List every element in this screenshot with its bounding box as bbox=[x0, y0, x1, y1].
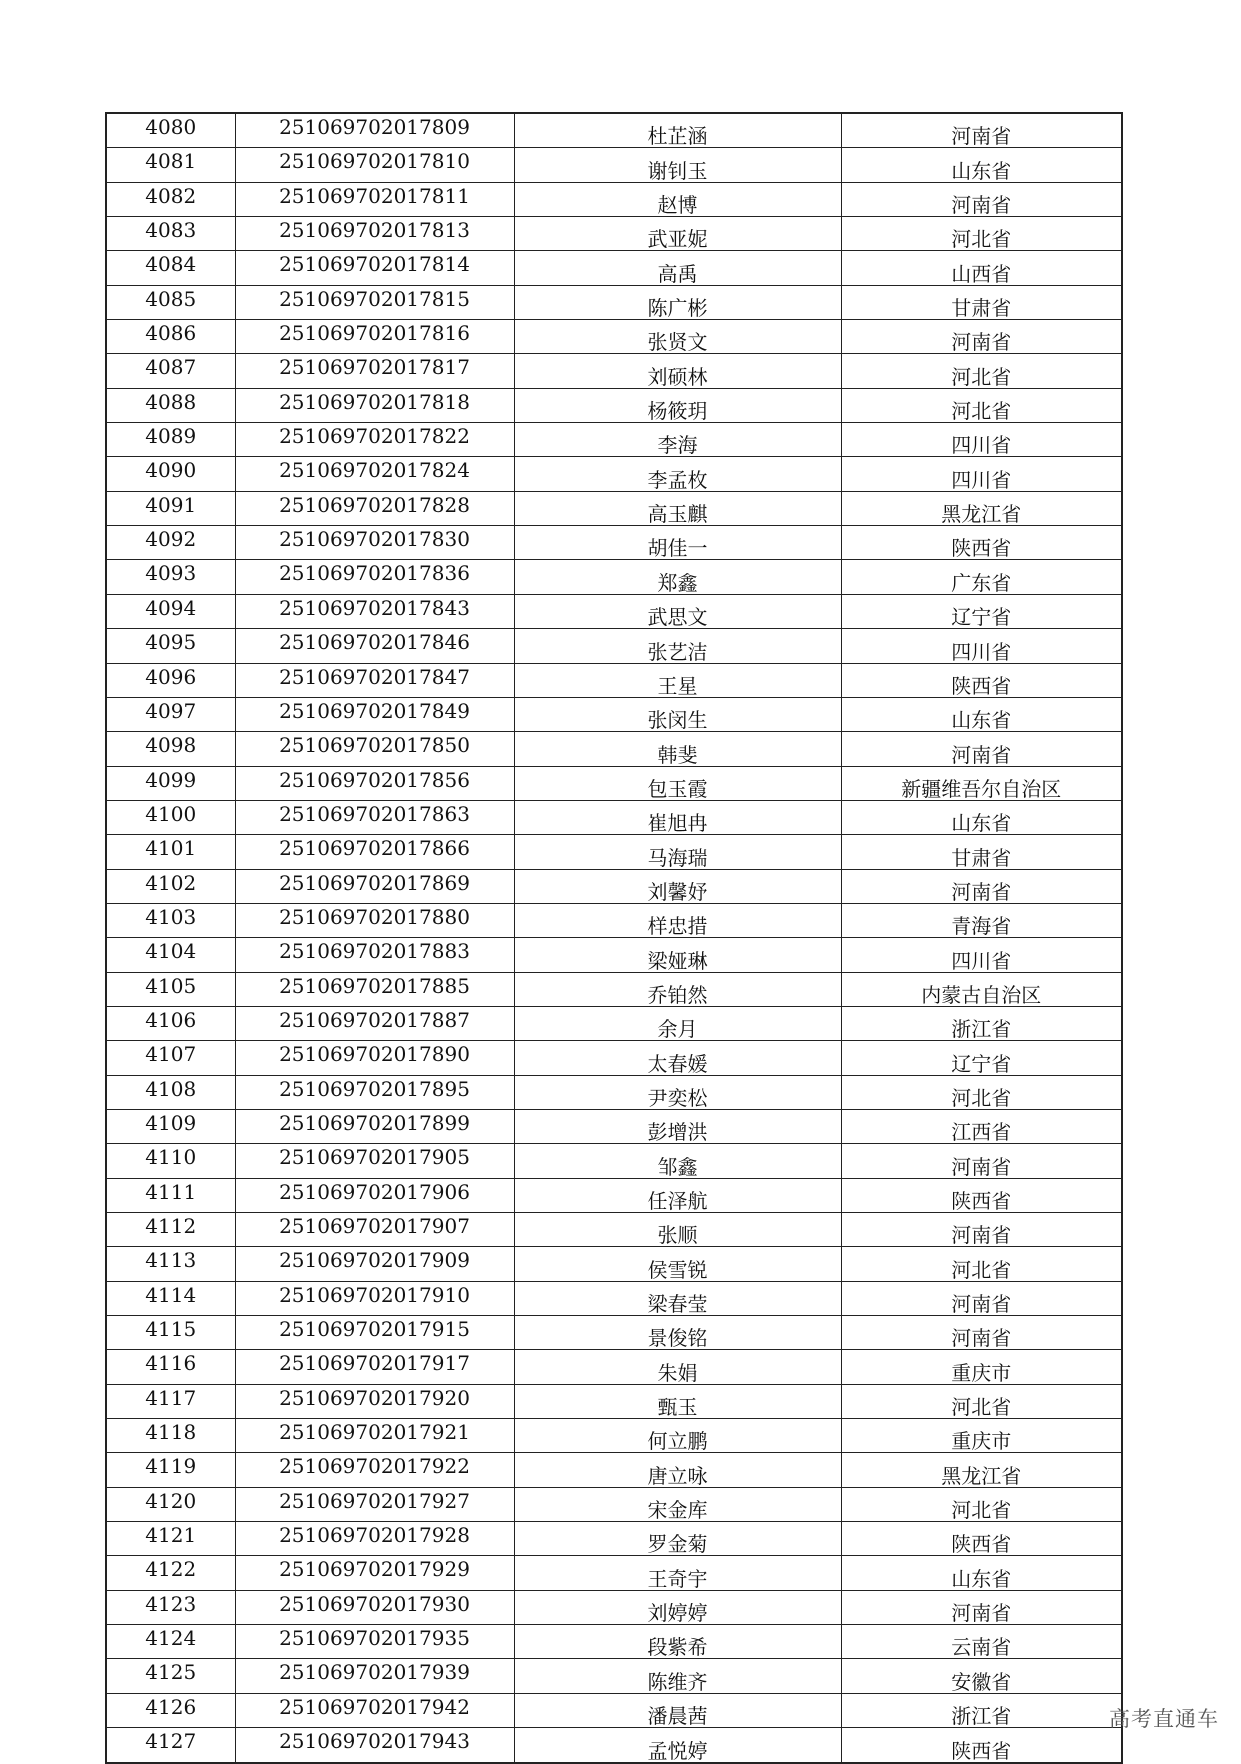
seq-cell: 4087 bbox=[106, 354, 235, 388]
seq-cell: 4095 bbox=[106, 629, 235, 663]
province-cell: 陕西省 bbox=[841, 1178, 1122, 1212]
name-cell: 李孟枚 bbox=[514, 457, 841, 491]
seq-cell: 4101 bbox=[106, 835, 235, 869]
table-row bbox=[106, 113, 1122, 148]
province-cell: 陕西省 bbox=[841, 1522, 1122, 1556]
province-cell: 河北省 bbox=[841, 1247, 1122, 1281]
exam-id-cell: 251069702017847 bbox=[235, 663, 514, 697]
table-row bbox=[106, 938, 1122, 972]
seq-cell: 4090 bbox=[106, 457, 235, 491]
province-cell: 浙江省 bbox=[841, 1006, 1122, 1040]
province-cell: 河南省 bbox=[841, 1281, 1122, 1315]
province-cell: 广东省 bbox=[841, 560, 1122, 594]
seq-cell: 4118 bbox=[106, 1419, 235, 1453]
province-cell: 河北省 bbox=[841, 1487, 1122, 1521]
name-cell: 孟悦婷 bbox=[514, 1728, 841, 1763]
province-cell: 河北省 bbox=[841, 217, 1122, 251]
seq-cell: 4115 bbox=[106, 1316, 235, 1350]
province-cell: 河北省 bbox=[841, 354, 1122, 388]
exam-id-cell: 251069702017856 bbox=[235, 766, 514, 800]
table-row bbox=[106, 972, 1122, 1006]
province-cell: 河南省 bbox=[841, 1213, 1122, 1247]
name-cell: 唐立咏 bbox=[514, 1453, 841, 1487]
province-cell: 新疆维吾尔自治区 bbox=[841, 766, 1122, 800]
seq-cell: 4114 bbox=[106, 1281, 235, 1315]
seq-cell: 4102 bbox=[106, 869, 235, 903]
table-row bbox=[106, 354, 1122, 388]
province-cell: 重庆市 bbox=[841, 1419, 1122, 1453]
exam-id-cell: 251069702017890 bbox=[235, 1041, 514, 1075]
roster-body bbox=[106, 113, 1122, 1763]
exam-id-cell: 251069702017811 bbox=[235, 182, 514, 216]
seq-cell: 4103 bbox=[106, 903, 235, 937]
exam-id-cell: 251069702017930 bbox=[235, 1590, 514, 1624]
province-cell: 四川省 bbox=[841, 423, 1122, 457]
province-cell: 山东省 bbox=[841, 1556, 1122, 1590]
seq-cell: 4125 bbox=[106, 1659, 235, 1693]
table-row bbox=[106, 1247, 1122, 1281]
seq-cell: 4108 bbox=[106, 1075, 235, 1109]
name-cell: 甄玉 bbox=[514, 1384, 841, 1418]
table-row bbox=[106, 800, 1122, 834]
province-cell: 甘肃省 bbox=[841, 285, 1122, 319]
table-row bbox=[106, 1590, 1122, 1624]
exam-id-cell: 251069702017887 bbox=[235, 1006, 514, 1040]
province-cell: 河南省 bbox=[841, 320, 1122, 354]
name-cell: 太春媛 bbox=[514, 1041, 841, 1075]
province-cell: 青海省 bbox=[841, 903, 1122, 937]
province-cell: 辽宁省 bbox=[841, 1041, 1122, 1075]
exam-id-cell: 251069702017921 bbox=[235, 1419, 514, 1453]
name-cell: 陈广彬 bbox=[514, 285, 841, 319]
seq-cell: 4081 bbox=[106, 148, 235, 182]
exam-id-cell: 251069702017824 bbox=[235, 457, 514, 491]
exam-id-cell: 251069702017885 bbox=[235, 972, 514, 1006]
name-cell: 杨筱玥 bbox=[514, 388, 841, 422]
exam-id-cell: 251069702017846 bbox=[235, 629, 514, 663]
table-row bbox=[106, 1281, 1122, 1315]
seq-cell: 4110 bbox=[106, 1144, 235, 1178]
province-cell: 河南省 bbox=[841, 113, 1122, 148]
table-row bbox=[106, 732, 1122, 766]
name-cell: 陈维齐 bbox=[514, 1659, 841, 1693]
exam-id-cell: 251069702017935 bbox=[235, 1625, 514, 1659]
seq-cell: 4104 bbox=[106, 938, 235, 972]
name-cell: 罗金菊 bbox=[514, 1522, 841, 1556]
province-cell: 黑龙江省 bbox=[841, 1453, 1122, 1487]
exam-id-cell: 251069702017943 bbox=[235, 1728, 514, 1763]
seq-cell: 4092 bbox=[106, 526, 235, 560]
table-row bbox=[106, 697, 1122, 731]
province-cell: 陕西省 bbox=[841, 1728, 1122, 1763]
table-row bbox=[106, 217, 1122, 251]
table-row bbox=[106, 1728, 1122, 1763]
seq-cell: 4106 bbox=[106, 1006, 235, 1040]
seq-cell: 4088 bbox=[106, 388, 235, 422]
exam-id-cell: 251069702017909 bbox=[235, 1247, 514, 1281]
exam-id-cell: 251069702017895 bbox=[235, 1075, 514, 1109]
province-cell: 四川省 bbox=[841, 457, 1122, 491]
province-cell: 河北省 bbox=[841, 1384, 1122, 1418]
seq-cell: 4126 bbox=[106, 1693, 235, 1727]
province-cell: 山东省 bbox=[841, 148, 1122, 182]
exam-id-cell: 251069702017915 bbox=[235, 1316, 514, 1350]
exam-id-cell: 251069702017809 bbox=[235, 113, 514, 148]
name-cell: 王奇宇 bbox=[514, 1556, 841, 1590]
province-cell: 云南省 bbox=[841, 1625, 1122, 1659]
name-cell: 高禹 bbox=[514, 251, 841, 285]
seq-cell: 4119 bbox=[106, 1453, 235, 1487]
name-cell: 乔铂然 bbox=[514, 972, 841, 1006]
table-row bbox=[106, 560, 1122, 594]
name-cell: 张贤文 bbox=[514, 320, 841, 354]
seq-cell: 4109 bbox=[106, 1109, 235, 1143]
seq-cell: 4084 bbox=[106, 251, 235, 285]
name-cell: 韩斐 bbox=[514, 732, 841, 766]
table-row bbox=[106, 1041, 1122, 1075]
table-row bbox=[106, 1556, 1122, 1590]
name-cell: 李海 bbox=[514, 423, 841, 457]
seq-cell: 4089 bbox=[106, 423, 235, 457]
province-cell: 重庆市 bbox=[841, 1350, 1122, 1384]
name-cell: 谢钊玉 bbox=[514, 148, 841, 182]
exam-id-cell: 251069702017843 bbox=[235, 594, 514, 628]
province-cell: 内蒙古自治区 bbox=[841, 972, 1122, 1006]
table-row bbox=[106, 388, 1122, 422]
seq-cell: 4080 bbox=[106, 113, 235, 148]
name-cell: 彭增洪 bbox=[514, 1109, 841, 1143]
seq-cell: 4121 bbox=[106, 1522, 235, 1556]
exam-id-cell: 251069702017850 bbox=[235, 732, 514, 766]
table-row bbox=[106, 869, 1122, 903]
province-cell: 陕西省 bbox=[841, 663, 1122, 697]
exam-id-cell: 251069702017899 bbox=[235, 1109, 514, 1143]
exam-id-cell: 251069702017880 bbox=[235, 903, 514, 937]
name-cell: 段紫希 bbox=[514, 1625, 841, 1659]
name-cell: 赵博 bbox=[514, 182, 841, 216]
province-cell: 陕西省 bbox=[841, 526, 1122, 560]
table-row bbox=[106, 594, 1122, 628]
seq-cell: 4120 bbox=[106, 1487, 235, 1521]
table-row bbox=[106, 491, 1122, 525]
table-row bbox=[106, 285, 1122, 319]
exam-id-cell: 251069702017907 bbox=[235, 1213, 514, 1247]
table-row bbox=[106, 526, 1122, 560]
seq-cell: 4098 bbox=[106, 732, 235, 766]
seq-cell: 4099 bbox=[106, 766, 235, 800]
name-cell: 朱娟 bbox=[514, 1350, 841, 1384]
name-cell: 郑鑫 bbox=[514, 560, 841, 594]
exam-id-cell: 251069702017815 bbox=[235, 285, 514, 319]
exam-id-cell: 251069702017927 bbox=[235, 1487, 514, 1521]
name-cell: 样忠措 bbox=[514, 903, 841, 937]
table-row bbox=[106, 1693, 1122, 1727]
province-cell: 河北省 bbox=[841, 1075, 1122, 1109]
table-row bbox=[106, 1213, 1122, 1247]
province-cell: 河南省 bbox=[841, 1316, 1122, 1350]
exam-id-cell: 251069702017816 bbox=[235, 320, 514, 354]
province-cell: 山东省 bbox=[841, 697, 1122, 731]
table-row bbox=[106, 320, 1122, 354]
name-cell: 包玉霞 bbox=[514, 766, 841, 800]
exam-id-cell: 251069702017818 bbox=[235, 388, 514, 422]
roster-table bbox=[105, 112, 1123, 1764]
name-cell: 张顺 bbox=[514, 1213, 841, 1247]
province-cell: 江西省 bbox=[841, 1109, 1122, 1143]
name-cell: 崔旭冉 bbox=[514, 800, 841, 834]
table-row bbox=[106, 1522, 1122, 1556]
table-row bbox=[106, 251, 1122, 285]
seq-cell: 4124 bbox=[106, 1625, 235, 1659]
seq-cell: 4122 bbox=[106, 1556, 235, 1590]
seq-cell: 4105 bbox=[106, 972, 235, 1006]
seq-cell: 4127 bbox=[106, 1728, 235, 1763]
table-row bbox=[106, 1006, 1122, 1040]
province-cell: 河南省 bbox=[841, 1144, 1122, 1178]
name-cell: 余月 bbox=[514, 1006, 841, 1040]
name-cell: 潘晨茜 bbox=[514, 1693, 841, 1727]
seq-cell: 4082 bbox=[106, 182, 235, 216]
seq-cell: 4123 bbox=[106, 1590, 235, 1624]
exam-id-cell: 251069702017922 bbox=[235, 1453, 514, 1487]
table-row bbox=[106, 663, 1122, 697]
seq-cell: 4096 bbox=[106, 663, 235, 697]
seq-cell: 4091 bbox=[106, 491, 235, 525]
exam-id-cell: 251069702017910 bbox=[235, 1281, 514, 1315]
seq-cell: 4083 bbox=[106, 217, 235, 251]
name-cell: 刘馨妤 bbox=[514, 869, 841, 903]
table-row bbox=[106, 1659, 1122, 1693]
exam-id-cell: 251069702017810 bbox=[235, 148, 514, 182]
seq-cell: 4107 bbox=[106, 1041, 235, 1075]
name-cell: 景俊铭 bbox=[514, 1316, 841, 1350]
exam-id-cell: 251069702017939 bbox=[235, 1659, 514, 1693]
name-cell: 胡佳一 bbox=[514, 526, 841, 560]
seq-cell: 4094 bbox=[106, 594, 235, 628]
name-cell: 高玉麒 bbox=[514, 491, 841, 525]
exam-id-cell: 251069702017928 bbox=[235, 1522, 514, 1556]
seq-cell: 4086 bbox=[106, 320, 235, 354]
province-cell: 河南省 bbox=[841, 1590, 1122, 1624]
seq-cell: 4112 bbox=[106, 1213, 235, 1247]
name-cell: 武亚妮 bbox=[514, 217, 841, 251]
seq-cell: 4100 bbox=[106, 800, 235, 834]
province-cell: 甘肃省 bbox=[841, 835, 1122, 869]
table-row bbox=[106, 1453, 1122, 1487]
name-cell: 何立鹏 bbox=[514, 1419, 841, 1453]
exam-id-cell: 251069702017849 bbox=[235, 697, 514, 731]
exam-id-cell: 251069702017869 bbox=[235, 869, 514, 903]
exam-id-cell: 251069702017920 bbox=[235, 1384, 514, 1418]
seq-cell: 4093 bbox=[106, 560, 235, 594]
table-row bbox=[106, 1350, 1122, 1384]
table-row bbox=[106, 423, 1122, 457]
exam-id-cell: 251069702017905 bbox=[235, 1144, 514, 1178]
exam-id-cell: 251069702017929 bbox=[235, 1556, 514, 1590]
name-cell: 刘硕林 bbox=[514, 354, 841, 388]
name-cell: 张艺洁 bbox=[514, 629, 841, 663]
table-row bbox=[106, 1316, 1122, 1350]
province-cell: 黑龙江省 bbox=[841, 491, 1122, 525]
table-row bbox=[106, 629, 1122, 663]
name-cell: 刘婷婷 bbox=[514, 1590, 841, 1624]
exam-id-cell: 251069702017822 bbox=[235, 423, 514, 457]
exam-id-cell: 251069702017817 bbox=[235, 354, 514, 388]
province-cell: 河北省 bbox=[841, 388, 1122, 422]
province-cell: 河南省 bbox=[841, 869, 1122, 903]
province-cell: 浙江省 bbox=[841, 1693, 1122, 1727]
table-row bbox=[106, 148, 1122, 182]
table-row bbox=[106, 903, 1122, 937]
exam-id-cell: 251069702017917 bbox=[235, 1350, 514, 1384]
exam-id-cell: 251069702017836 bbox=[235, 560, 514, 594]
name-cell: 梁春莹 bbox=[514, 1281, 841, 1315]
province-cell: 安徽省 bbox=[841, 1659, 1122, 1693]
province-cell: 河南省 bbox=[841, 182, 1122, 216]
table-row bbox=[106, 1487, 1122, 1521]
table-row bbox=[106, 457, 1122, 491]
table-row bbox=[106, 182, 1122, 216]
name-cell: 杜芷涵 bbox=[514, 113, 841, 148]
province-cell: 辽宁省 bbox=[841, 594, 1122, 628]
table-row bbox=[106, 766, 1122, 800]
exam-id-cell: 251069702017828 bbox=[235, 491, 514, 525]
seq-cell: 4111 bbox=[106, 1178, 235, 1212]
name-cell: 宋金库 bbox=[514, 1487, 841, 1521]
province-cell: 四川省 bbox=[841, 629, 1122, 663]
table-row bbox=[106, 1075, 1122, 1109]
seq-cell: 4113 bbox=[106, 1247, 235, 1281]
exam-id-cell: 251069702017863 bbox=[235, 800, 514, 834]
name-cell: 邹鑫 bbox=[514, 1144, 841, 1178]
name-cell: 侯雪锐 bbox=[514, 1247, 841, 1281]
exam-id-cell: 251069702017830 bbox=[235, 526, 514, 560]
table-row bbox=[106, 1144, 1122, 1178]
watermark-text: 高考直通车 bbox=[1109, 1707, 1219, 1731]
seq-cell: 4116 bbox=[106, 1350, 235, 1384]
table-row bbox=[106, 835, 1122, 869]
exam-id-cell: 251069702017883 bbox=[235, 938, 514, 972]
exam-id-cell: 251069702017813 bbox=[235, 217, 514, 251]
province-cell: 四川省 bbox=[841, 938, 1122, 972]
exam-id-cell: 251069702017906 bbox=[235, 1178, 514, 1212]
table-row bbox=[106, 1419, 1122, 1453]
name-cell: 王星 bbox=[514, 663, 841, 697]
exam-id-cell: 251069702017942 bbox=[235, 1693, 514, 1727]
province-cell: 山西省 bbox=[841, 251, 1122, 285]
table-row bbox=[106, 1178, 1122, 1212]
seq-cell: 4097 bbox=[106, 697, 235, 731]
province-cell: 山东省 bbox=[841, 800, 1122, 834]
table-row bbox=[106, 1384, 1122, 1418]
province-cell: 河南省 bbox=[841, 732, 1122, 766]
name-cell: 马海瑞 bbox=[514, 835, 841, 869]
name-cell: 张闵生 bbox=[514, 697, 841, 731]
name-cell: 武思文 bbox=[514, 594, 841, 628]
seq-cell: 4085 bbox=[106, 285, 235, 319]
table-row bbox=[106, 1625, 1122, 1659]
seq-cell: 4117 bbox=[106, 1384, 235, 1418]
name-cell: 尹奕松 bbox=[514, 1075, 841, 1109]
exam-id-cell: 251069702017866 bbox=[235, 835, 514, 869]
name-cell: 梁娅琳 bbox=[514, 938, 841, 972]
table-row bbox=[106, 1109, 1122, 1143]
exam-id-cell: 251069702017814 bbox=[235, 251, 514, 285]
name-cell: 任泽航 bbox=[514, 1178, 841, 1212]
